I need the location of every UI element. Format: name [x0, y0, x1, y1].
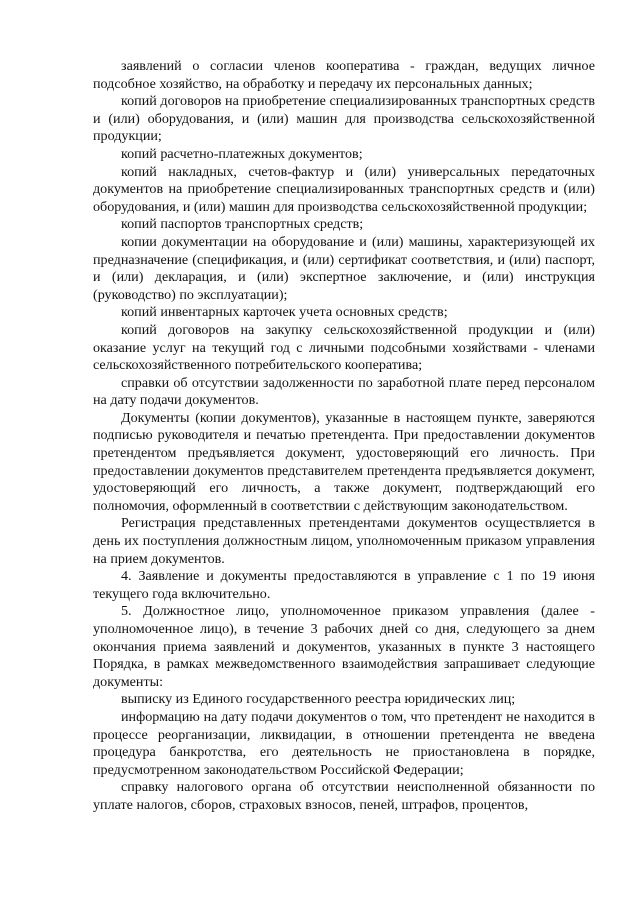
paragraph-16: справку налогового органа об отсутствии неисполненной обязанности по уплате налогов, сборов, страховых взносов, пеней, штрафов, процентов, [93, 779, 595, 813]
document-page [93, 58, 595, 815]
paragraph-14: выписку из Единого государственного реестра юридических лиц; [121, 691, 516, 708]
paragraph-9: справки об отсутствии задолженности по заработной плате перед персоналом на дату подачи документов. [93, 374, 595, 409]
paragraph-1: заявлений о согласии членов кооператива - граждан, ведущих личное подсобное хозяйство, на обработку и передачу их персональных данных; [93, 58, 595, 92]
paragraph-2: копий договоров на приобретение специализированных транспортных средств и (или) оборудования, и (или) машин для производства сельскохозяйственной продукции; [93, 93, 595, 145]
paragraph-3: копий расчетно-платежных документов; [121, 145, 363, 162]
paragraph-13: 5. Должностное лицо, уполномоченное приказом управления (далее - уполномоченное лицо), в течение 3 рабочих дней со дня, следующего за днем окончания приема заявлений и документов, указанных в пункте 3 настоящего Порядка, в рамках межведомственного взаимодействия запрашивает следующие документы: [93, 603, 595, 690]
paragraph-5: копий паспортов транспортных средств; [121, 216, 364, 233]
paragraph-8: копий договоров на закупку сельскохозяйственной продукции и (или) оказание услуг на текущий год с личными подсобными хозяйствами - членами сельскохозяйственного потребительского кооператива; [93, 321, 595, 374]
paragraph-15: информацию на дату подачи документов о том, что претендент не находится в процессе реорганизации, ликвидации, в отношении претендента не введена процедура банкротства, его деятельность не приостановлена в порядке, предусмотренном законодательством Российской Федерации; [93, 708, 595, 778]
paragraph-4: копий накладных, счетов-фактур и (или) универсальных передаточных документов на приобретение специализированных транспортных средств и (или) оборудования, и (или) машин для производства сельскохозяйственной продукции; [93, 163, 595, 215]
paragraph-11: Регистрация представленных претендентами документов осуществляется в день их поступления должностным лицом, уполномоченным приказом управления на прием документов. [93, 515, 595, 567]
paragraph-12: 4. Заявление и документы предоставляются в управление с 1 по 19 июня текущего года включительно. [93, 568, 595, 602]
paragraph-7: копий инвентарных карточек учета основных средств; [121, 304, 448, 321]
paragraph-6: копии документации на оборудование и (или) машины, характеризующей их предназначение (спецификация, и (или) сертификат соответствия, и (или) паспорт, и (или) декларация, и (или) экспертное заключение, и (или) инструкция (руководство) по эксплуатации); [93, 233, 595, 303]
paragraph-10: Документы (копии документов), указанные в настоящем пункте, заверяются подписью руководителя и печатью претендента. При предоставлении документов претендентом предъявляется документ, удостоверяющий его личность. При предоставлении документов представителем претендента предъявляется документ, удостоверяющий его личность, а также документ, подтверждающий его полномочия, оформленный в соответствии с действующим законодательством. [93, 409, 595, 514]
